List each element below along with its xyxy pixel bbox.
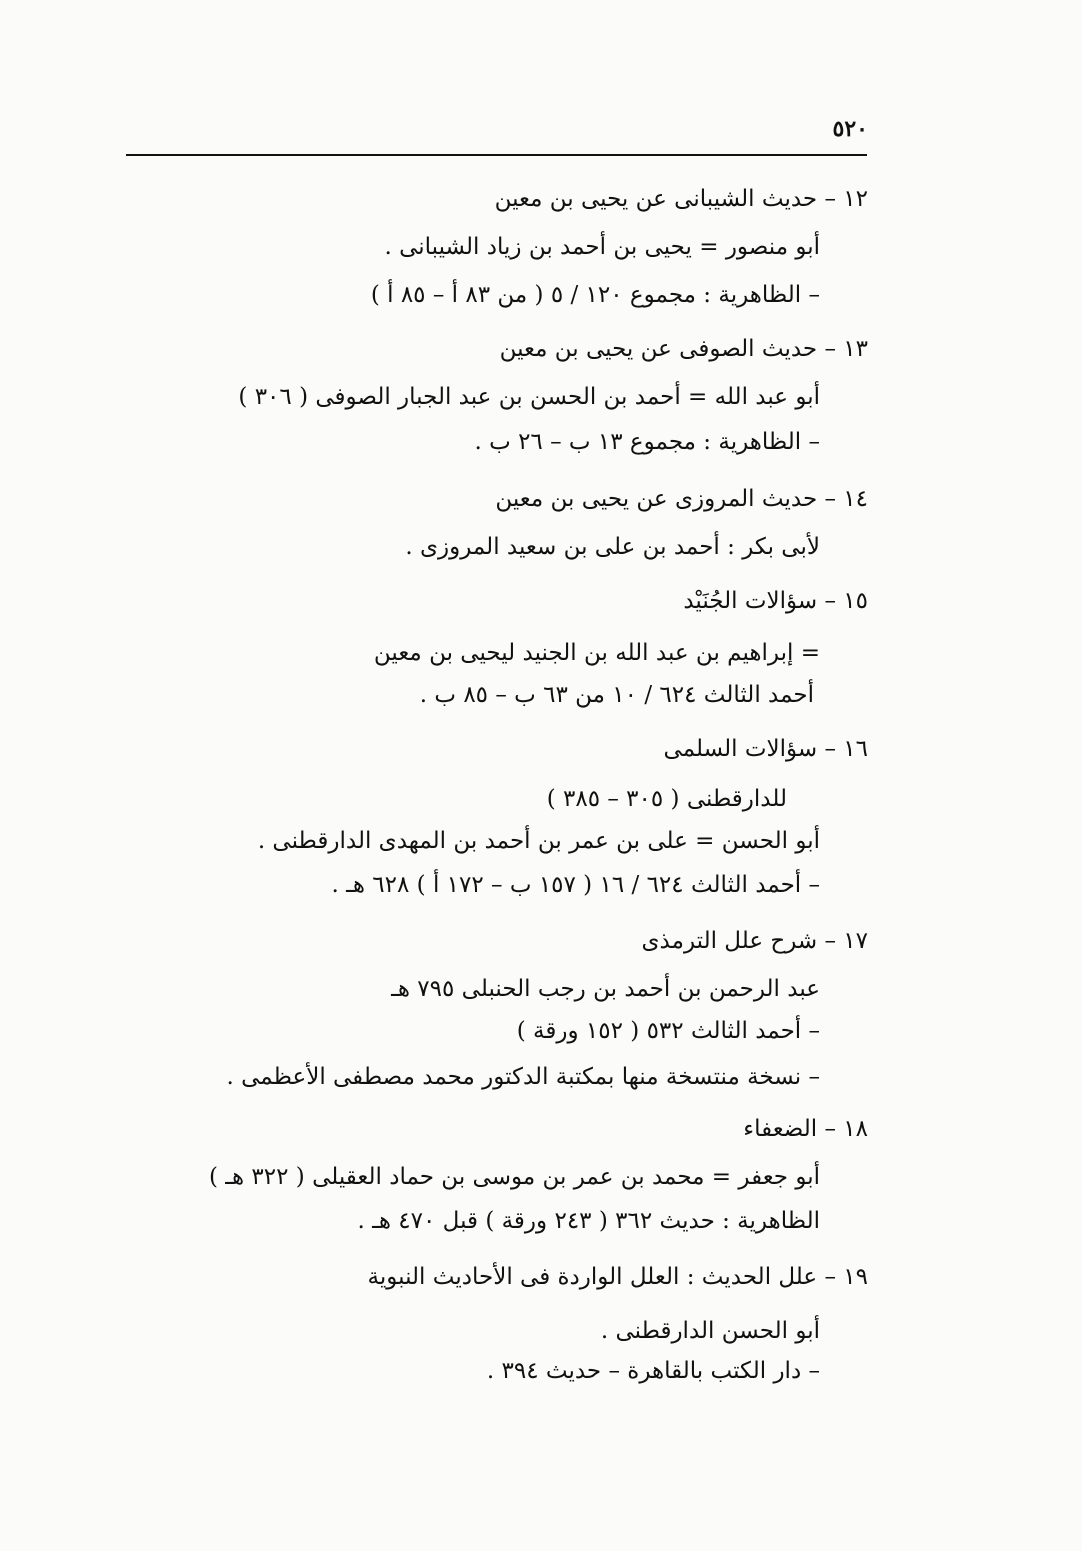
entry-19-heading: ١٩ – علل الحديث : العلل الواردة فى الأحاديث النبوية: [367, 1264, 868, 1290]
entry-13-line-1: أبو عبد الله = أحمد بن الحسن بن عبد الجبار الصوفى ( ٣٠٦ ): [238, 384, 820, 410]
entry-18-line-1: أبو جعفر = محمد بن عمر بن موسى بن حماد العقيلى ( ٣٢٢ هـ ): [208, 1164, 820, 1190]
entry-16-heading: ١٦ – سؤالات السلمى: [663, 736, 868, 762]
entry-15-heading: ١٥ – سؤالات الجُنَيْد: [683, 588, 868, 614]
entry-15-line-2: أحمد الثالث ٦٢٤ / ١٠ من ٦٣ ب – ٨٥ ب .: [419, 682, 814, 708]
entry-19-line-2: – دار الكتب بالقاهرة – حديث ٣٩٤ .: [486, 1358, 820, 1384]
entry-15-line-1: = إبراهيم بن عبد الله بن الجنيد ليحيى بن معين: [373, 640, 820, 666]
entry-18-line-2: الظاهرية : حديث ٣٦٢ ( ٢٤٣ ورقة ) قبل ٤٧٠ هـ .: [357, 1208, 820, 1234]
entry-17-heading: ١٧ – شرح علل الترمذى: [641, 928, 868, 954]
entry-17-line-2: – أحمد الثالث ٥٣٢ ( ١٥٢ ورقة ): [516, 1018, 820, 1044]
entry-12-heading: ١٢ – حديث الشيبانى عن يحيى بن معين: [494, 186, 868, 212]
entry-14-line-1: لأبى بكر : أحمد بن على بن سعيد المروزى .: [405, 534, 820, 560]
entry-13-line-2: – الظاهرية : مجموع ١٣ ب – ٢٦ ب .: [474, 429, 820, 455]
entry-18-heading: ١٨ – الضعفاء: [743, 1116, 868, 1142]
page-number: ٥٢٠: [832, 116, 868, 142]
entry-17-line-1: عبد الرحمن بن أحمد بن رجب الحنبلى ٧٩٥ هـ: [391, 976, 820, 1002]
entry-13-heading: ١٣ – حديث الصوفى عن يحيى بن معين: [499, 336, 868, 362]
entry-12-line-2: – الظاهرية : مجموع ١٢٠ / ٥ ( من ٨٣ أ – ٨٥ أ ): [370, 282, 820, 308]
entry-16-line-2: أبو الحسن = على بن عمر بن أحمد بن المهدى الدارقطنى .: [257, 828, 820, 854]
header-rule: [126, 154, 867, 156]
entry-14-heading: ١٤ – حديث المروزى عن يحيى بن معين: [495, 486, 868, 512]
entry-17-line-3: – نسخة منتسخة منها بمكتبة الدكتور محمد مصطفى الأعظمى .: [226, 1064, 820, 1090]
entry-16-line-3: – أحمد الثالث ٦٢٤ / ١٦ ( ١٥٧ ب – ١٧٢ أ ) ٦٢٨ هـ .: [331, 872, 820, 898]
entry-19-line-1: أبو الحسن الدارقطنى .: [600, 1318, 820, 1344]
entry-12-line-1: أبو منصور = يحيى بن أحمد بن زياد الشيبانى .: [384, 234, 820, 260]
entry-16-line-1: للدارقطنى ( ٣٠٥ – ٣٨٥ ): [546, 786, 787, 812]
